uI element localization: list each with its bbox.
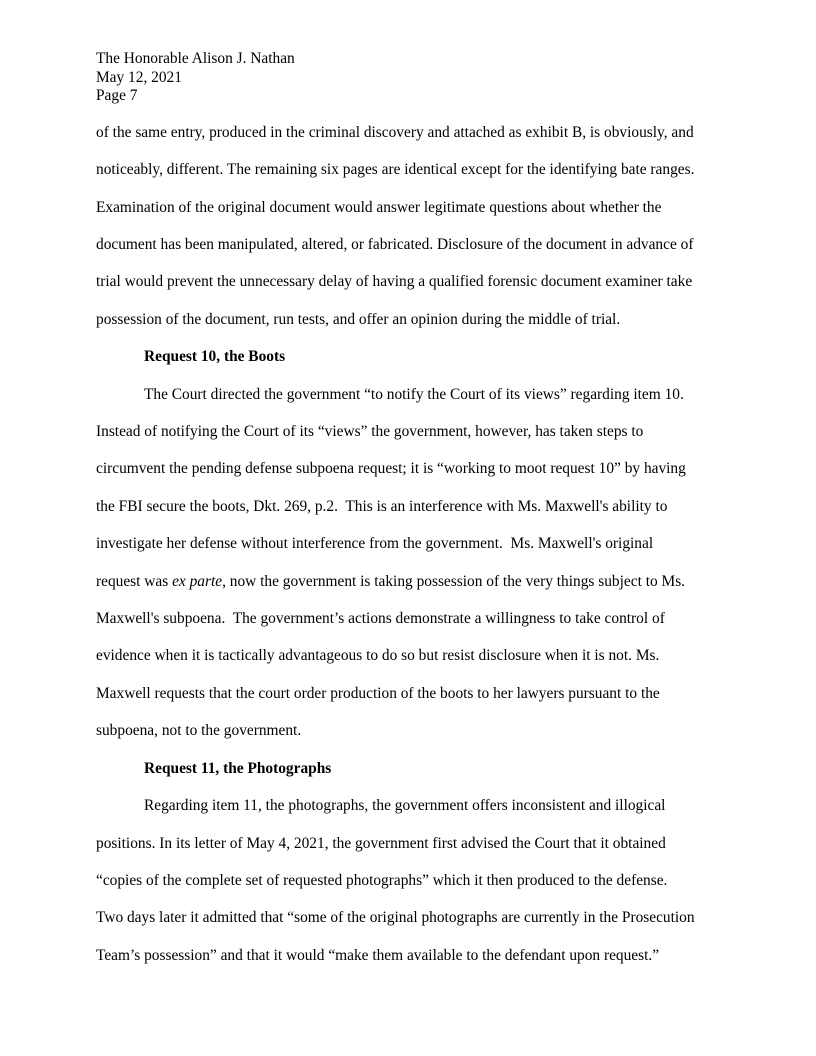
document-line: [96, 488, 720, 525]
text-run: Maxwell requests that the court order production of the boots to her lawyers pursuant to the: [96, 684, 660, 702]
text-run: subpoena, not to the government.: [96, 722, 302, 740]
header-date: May 12, 2021: [96, 68, 182, 86]
text-run: Instead of notifying the Court of its “views” the government, however, has taken steps to: [96, 423, 644, 441]
text-run: Regarding item 11, the photographs, the government offers inconsistent and illogical: [144, 797, 666, 815]
document-line: [96, 825, 720, 862]
text-run: Request 10, the Boots: [144, 348, 286, 366]
text-run: The Court directed the government “to notify the Court of its views” regarding item 10.: [144, 385, 684, 403]
document-line: [96, 675, 720, 712]
text-run: the FBI secure the boots, Dkt. 269, p.2. This is an interference with Ms. Maxwell's ability to: [96, 497, 668, 515]
text-run: “copies of the complete set of requested photographs” which it then produced to the defense.: [96, 871, 668, 889]
document-line: [96, 787, 720, 824]
document-line: [96, 862, 720, 899]
header-recipient: The Honorable Alison J. Nathan: [96, 50, 295, 67]
text-run: investigate her defense without interference from the government. Ms. Maxwell's original: [96, 535, 654, 553]
text-run: circumvent the pending defense subpoena request; it is “working to moot request 10” by having: [96, 460, 686, 478]
text-run: document has been manipulated, altered, or fabricated. Disclosure of the document in advance of: [96, 236, 694, 253]
document-line: [96, 937, 720, 974]
document-line: [96, 226, 720, 263]
document-line: [96, 114, 720, 151]
document-line: [96, 525, 720, 562]
document-line: [96, 376, 720, 413]
document-line: [96, 637, 720, 674]
text-run: trial would prevent the unnecessary delay of having a qualified forensic document examiner take: [96, 273, 693, 291]
document-content: [96, 114, 720, 974]
document-line: [96, 899, 720, 936]
text-run: possession of the document, run tests, and offer an opinion during the middle of trial.: [96, 310, 621, 328]
text-run: Maxwell's subpoena. The government’s actions demonstrate a willingness to take control of: [96, 610, 665, 628]
text-run: of the same entry, produced in the criminal discovery and attached as exhibit B, is obviously, and: [96, 123, 694, 141]
text-run: noticeably, different. The remaining six pages are identical except for the identifying bate ranges.: [96, 161, 695, 179]
text-run: evidence when it is tactically advantageous to do so but resist disclosure when it is not. Ms.: [96, 647, 660, 665]
document-line: [96, 413, 720, 450]
letter-header: [96, 50, 720, 106]
document-line: [96, 563, 720, 600]
document-line: [96, 600, 720, 637]
document-line: [96, 189, 720, 226]
text-run: Team’s possession” and that it would “make them available to the defendant upon request.”: [96, 946, 660, 964]
text-run: request was: [96, 572, 173, 590]
text-run: Examination of the original document would answer legitimate questions about whether the: [96, 198, 662, 216]
italic-text: ex parte: [172, 572, 223, 590]
document-line: [96, 301, 720, 338]
header-page-number: Page 7: [96, 87, 138, 105]
document-line: [96, 450, 720, 487]
text-run: , now the government is taking possession of the very things subject to Ms.: [222, 572, 686, 590]
text-run: positions. In its letter of May 4, 2021, the government first advised the Court that it obtained: [96, 834, 666, 852]
section-heading: [96, 338, 720, 375]
section-heading: [96, 750, 720, 787]
text-run: Two days later it admitted that “some of the original photographs are currently in the Prosecution: [96, 909, 695, 927]
document-line: [96, 263, 720, 300]
document-line: [96, 151, 720, 188]
text-run: Request 11, the Photographs: [144, 759, 332, 777]
document-line: [96, 712, 720, 749]
